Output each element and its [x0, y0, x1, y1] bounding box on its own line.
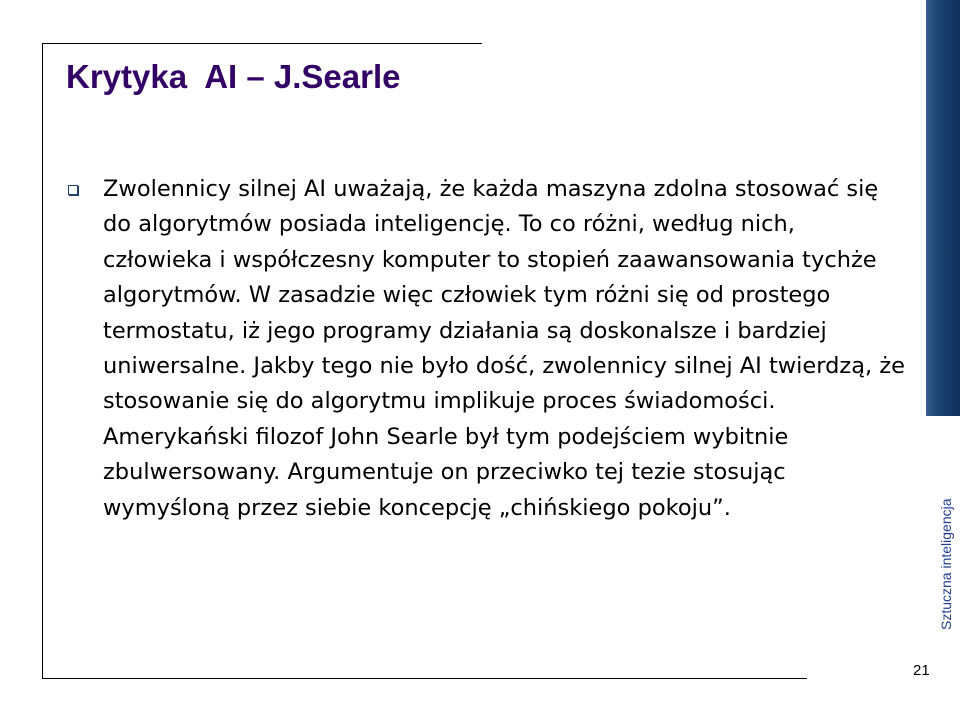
square-bullet-icon: [68, 185, 78, 195]
page-number: 21: [913, 662, 930, 679]
frame-left-border: [42, 43, 43, 679]
side-label: Sztuczna inteligencja: [938, 498, 954, 630]
bullet-item: [68, 172, 908, 526]
side-accent-bar: [926, 0, 960, 416]
bullet-text: Zwolennicy silnej AI uważają, że każda maszyna zdolna stosować się do algorytmów posiada inteligencję. To co różni, według nich, człowieka i współczesny komputer to stopień zaawansowania tychże algorytmów. W zasadzie więc człowiek tym różni się od prostego termostatu, iż jego programy działania są doskonalsze i bardziej uniwersalne. Jakby tego nie było dość, zwolennicy silnej AI twierdzą, że stosowanie się do algorytmu implikuje proces świadomości. Amerykański filozof John Searle był tym podejściem wybitnie zbulwersowany. Argumentuje on przeciwko tej tezie stosując wymyśloną przez siebie koncepcję „chińskiego pokoju”.: [103, 176, 905, 521]
bullet-list: [68, 172, 908, 526]
frame-top-border: [42, 43, 482, 44]
frame-bottom-border: [42, 678, 807, 679]
slide-title: Krytyka AI – J.Searle: [66, 58, 401, 95]
